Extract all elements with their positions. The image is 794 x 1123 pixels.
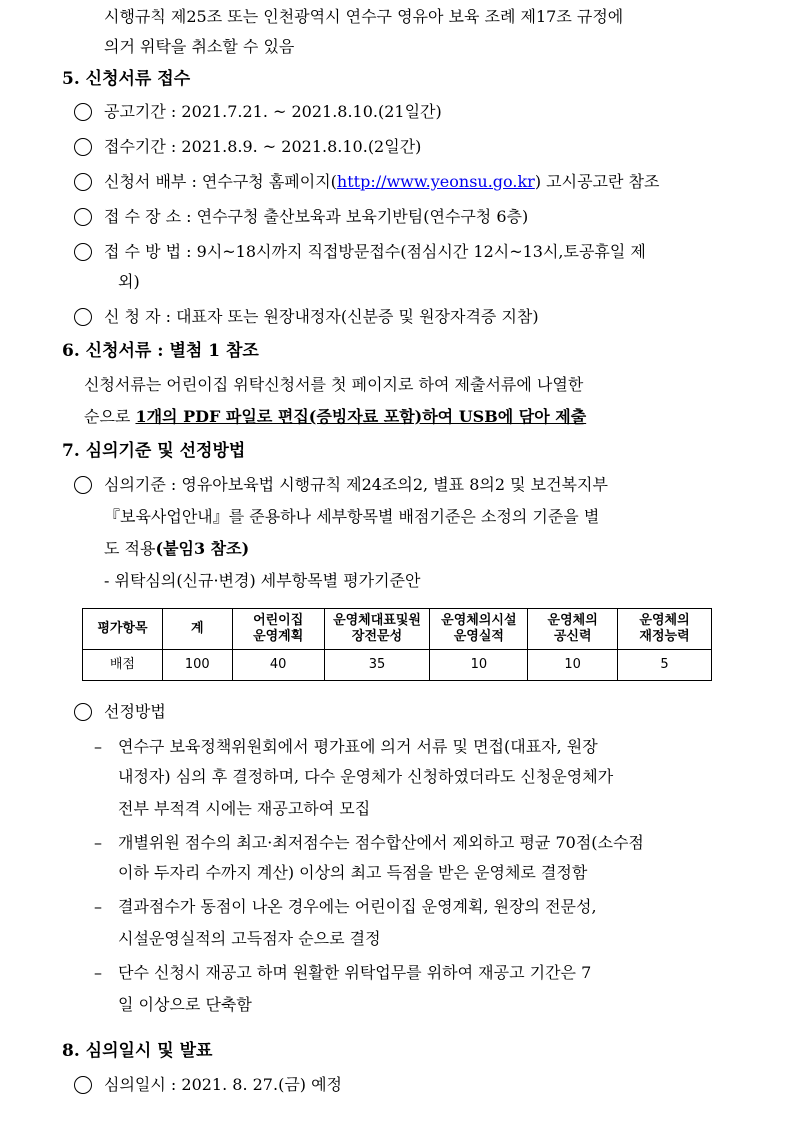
selection-item-2-line-1: 개별위원 점수의 최고·최저점수는 점수합산에서 제외하고 평균 70점(소수점 — [118, 833, 644, 852]
circle-bullet-icon — [74, 703, 92, 721]
evaluation-criteria-subtitle: - 위탁심의(신규·변경) 세부항목별 평가기준안 — [104, 571, 421, 590]
notice-period: 공고기간 : 2021.7.21. ~ 2021.8.10.(21일간) — [104, 102, 442, 121]
table-header-cell: 운영체대표및원 장전문성 — [324, 609, 430, 650]
attachment-3-reference: (붙임3 참조) — [155, 539, 250, 558]
circle-bullet-icon — [74, 476, 92, 494]
evaluation-table — [82, 608, 712, 681]
circle-bullet-icon — [74, 1076, 92, 1094]
table-cell: 5 — [618, 650, 712, 681]
table-row-label: 배점 — [83, 650, 163, 681]
intro-line-2: 의거 위탁을 취소할 수 있음 — [104, 37, 295, 56]
section-8-title: 8. 심의일시 및 발표 — [62, 1041, 213, 1061]
table-header-cell: 운영체의 공신력 — [528, 609, 618, 650]
table-cell: 100 — [162, 650, 232, 681]
table-row — [83, 650, 712, 681]
table-header-cell: 운영체의시설 운영실적 — [430, 609, 528, 650]
reception-period: 접수기간 : 2021.8.9. ~ 2021.8.10.(2일간) — [104, 137, 422, 156]
submission-instruction: 1개의 PDF 파일로 편집(증빙자료 포함)하여 USB에 담아 제출 — [135, 407, 587, 426]
criteria-line-2: 『보육사업안내』를 준용하나 세부항목별 배점기준은 소정의 기준을 별 — [104, 507, 600, 526]
distribution-line — [104, 171, 659, 193]
dash-bullet-icon: – — [94, 833, 102, 852]
homepage-link[interactable]: http://www.yeonsu.go.kr — [336, 172, 535, 191]
selection-item-1-line-2: 내정자) 심의 후 결정하며, 다수 운영체가 신청하였더라도 신청운영체가 — [118, 767, 614, 786]
table-header-cell: 운영체의 재정능력 — [618, 609, 712, 650]
circle-bullet-icon — [74, 103, 92, 121]
circle-bullet-icon — [74, 243, 92, 261]
section-6-title: 6. 신청서류 : 별첨 1 참조 — [62, 341, 259, 361]
table-cell: 10 — [430, 650, 528, 681]
section-7-title: 7. 심의기준 및 선정방법 — [62, 441, 246, 461]
reception-place: 접 수 장 소 : 연수구청 출산보육과 보육기반팀(연수구청 6층) — [104, 207, 529, 226]
selection-item-3-line-1: 결과점수가 동점이 나온 경우에는 어린이집 운영계획, 원장의 전문성, — [118, 897, 597, 916]
criteria-line-1: 심의기준 : 영유아보육법 시행규칙 제24조의2, 별표 8의2 및 보건복지부 — [104, 475, 608, 494]
selection-item-4-line-1: 단수 신청시 재공고 하며 원활한 위탁업무를 위하여 재공고 기간은 7 — [118, 963, 592, 982]
table-cell: 40 — [232, 650, 324, 681]
dash-bullet-icon: – — [94, 737, 102, 756]
selection-item-3-line-2: 시설운영실적의 고득점자 순으로 결정 — [118, 929, 381, 948]
selection-item-1-line-1: 연수구 보육정책위원회에서 평가표에 의거 서류 및 면접(대표자, 원장 — [118, 737, 598, 756]
circle-bullet-icon — [74, 208, 92, 226]
reception-method-line-2: 외) — [118, 272, 140, 291]
distribution-suffix: ) 고시공고란 참조 — [534, 172, 660, 191]
selection-item-4-line-2: 일 이상으로 단축함 — [118, 995, 252, 1014]
section-6-line-2-prefix: 순으로 — [84, 407, 136, 426]
table-cell: 10 — [528, 650, 618, 681]
selection-item-1-line-3: 전부 부적격 시에는 재공고하여 모집 — [118, 799, 371, 818]
review-date: 심의일시 : 2021. 8. 27.(금) 예정 — [104, 1075, 343, 1094]
criteria-line-3-prefix: 도 적용 — [104, 539, 156, 558]
distribution-prefix: 신청서 배부 : 연수구청 홈페이지( — [104, 172, 337, 191]
reception-method-line-1: 접 수 방 법 : 9시~18시까지 직접방문접수(점심시간 12시~13시,토공휴일 제 — [104, 242, 646, 261]
section-6-line-2 — [84, 406, 586, 428]
dash-bullet-icon: – — [94, 897, 102, 916]
section-5-title: 5. 신청서류 접수 — [62, 69, 191, 89]
criteria-line-3 — [104, 538, 249, 560]
section-6-line-1: 신청서류는 어린이집 위탁신청서를 첫 페이지로 하여 제출서류에 나열한 — [84, 375, 584, 394]
applicant-line: 신 청 자 : 대표자 또는 원장내정자(신분증 및 원장자격증 지참) — [104, 307, 539, 326]
table-header-cell: 평가항목 — [83, 609, 163, 650]
table-header-cell: 어린이집 운영계획 — [232, 609, 324, 650]
table-header-cell: 계 — [162, 609, 232, 650]
circle-bullet-icon — [74, 173, 92, 191]
circle-bullet-icon — [74, 138, 92, 156]
intro-line-1: 시행규칙 제25조 또는 인천광역시 연수구 영유아 보육 조례 제17조 규정에 — [104, 7, 624, 26]
dash-bullet-icon: – — [94, 963, 102, 982]
table-header-row — [83, 609, 712, 650]
circle-bullet-icon — [74, 308, 92, 326]
table-cell: 35 — [324, 650, 430, 681]
selection-item-2-line-2: 이하 두자리 수까지 계산) 이상의 최고 득점을 받은 운영체로 결정함 — [118, 863, 588, 882]
selection-method-title: 선정방법 — [104, 702, 166, 721]
